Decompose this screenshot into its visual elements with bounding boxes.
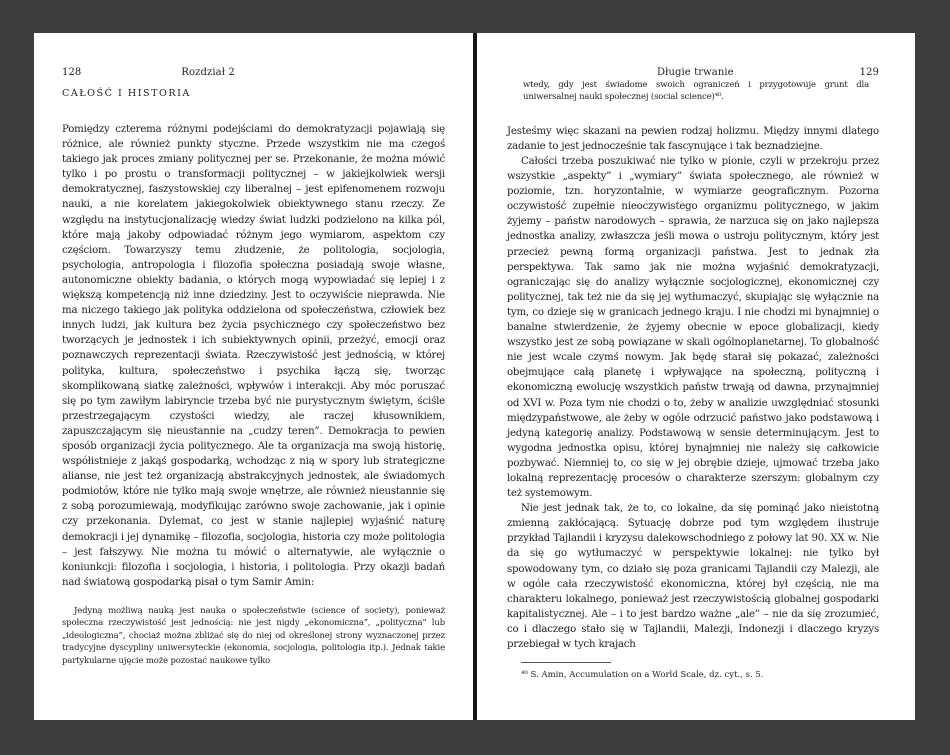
footnote-rule [521,662,611,663]
left-page [34,33,473,720]
right-paragraph-3: Nie jest jednak tak, że to, co lokalne, da się pominąć jako nieistotną zmienną zakłócającą. Sytuację dobrze pod tym względem ilustruje przykład Tajlandii i kryzysu dalekowschodniego z połowy lat 90. XX w. Nie da się go wytłumaczyć w perspektywie lokalnej: nie tylko był spowodowany tym, co działo się poza granicami Tajlandii czy Malezji, ale w ogóle cała rzeczywistość ekonomiczna, której był częścią, nie ma charakteru lokalnego, ponieważ jest rzeczywistością globalnej gospodarki kapitalistycznej. Ale – i to jest bardzo ważne „ale” – nie da się zrozumieć, co i dlaczego stało się w Tajlandii, Malezji, Indonezji i dlaczego kryzys przebiegał w tych krajach [507,503,879,650]
running-head-left [62,66,445,79]
right-paragraph-2: Całości trzeba poszukiwać nie tylko w pionie, czyli w przekroju przez wszystkie „aspekty” i „wymiary” świata społecznego, ale również w poziomie, tzn. horyzontalnie, w wymiarze geograficznym. Pozorna oczywistość zupełnie nieoczywistego organizmu politycznego, w jakim żyjemy – państw narodowych – sprawia, że narzuca się on jako najlepsza jednostka analizy, zwłaszcza jeśli mowa o ustroju politycznym, który jest przecież pewną formą organizacji państwa. Jest to jednak zła perspektywa. Tak samo jak nie można wyjaśnić demokratyzacji, ograniczając się do analizy wyłącznie socjologicznej, ekonomicznej czy politycznej, tak też nie da się jej wytłumaczyć, skupiając się wyłącznie na tym, co dzieje się w granicach jednego kraju. I nie chodzi mi bynajmniej o banalne stwierdzenie, że żyjemy obecnie w epoce globalizacji, kiedy wszystko jest ze sobą powiązane w skali ogólnoplanetarnej. To globalność nie jest wcale czymś nowym. Jak będę starał się pokazać, zależności obejmujące całą planetę i wpływające na społeczną, polityczną i ekonomiczną ewolucję wszystkich państw trwają od dawna, przynajmniej od XVI w. Poza tym nie chodzi o to, żeby w analizie uwzględniać stosunki międzypaństwowe, ale żeby w ogóle odrzucić państwo jako podstawową i jedyną kategorię analizy. Podstawową w sensie determinującym. Jest to wygodna jednostka opisu, której bynajmniej nie należy się całkowicie pozbywać. Niemniej to, co się w jej obrębie dzieje, ujmować trzeba jako lokalną reprezentację procesów o charakterze szerszym: globalnym czy też systemowym. [507,156,879,500]
chapter-title-right: Długie trwanie [657,67,734,78]
page-number-right: 129 [859,67,879,78]
right-block-quote: wtedy, gdy jest świadome swoich ograniczeń i przygotowuje grunt dla uniwersalnej nauki społecznej (social science)⁴⁰. [523,80,869,103]
right-paragraph-1: Jesteśmy więc skazani na pewien rodzaj holizmu. Między innymi dlatego zadanie to jest jednocześnie tak fascynujące i tak beznadziejne. [507,125,879,152]
section-title: CAŁOŚĆ I HISTORIA [62,88,191,99]
footnote: ⁴⁰ S. Amin, Accumulation on a World Scale, dz. cyt., s. 5. [521,670,764,681]
left-paragraph: Pomiędzy czterema różnymi podejściami do demokratyzacji pojawiają się różnice, ale również punkty styczne. Przede wszystkim nie ma czegoś takiego jak proces zmiany politycznej per se. Przekonanie, że można mówić tylko i po prostu o transformacji politycznej – w jakiejkolwiek wersji demokratycznej, faszystowskiej czy liberalnej – jest epifenomenem rozwoju nauki, a nie korelatem jakiegokolwiek obiektywnego stanu rzeczy. Ze względu na instytucjonalizację wiedzy świat ludzki podzielono na kilka pól, które mają jakoby odpowiadać różnym jego wymiarom, aspektom czy częściom. Towarzyszy temu złudzenie, że politologia, socjologia, psychologia, antropologia i filozofia społeczna posiadają swoje własne, autonomiczne obiekty badania, o których mogą wypowiadać się lepiej i z większą kompetencją niż inne dziedziny. Jest to oczywiście nieprawda. Nie ma niczego takiego jak polityka oddzielona od społeczeństwa, człowiek bez innych ludzi, jak kultura bez życia psychicznego czy społeczeństwo bez tworzących je jednostek i ich subiektywnych opinii, przeżyć, emocji oraz poznawczych reprezentacji świata. Rzeczywistość jest jednością, w której polityka, kultura, społeczeństwo i psychika łączą się, tworząc skomplikowaną siatkę zależności, wpływów i interakcji. Aby móc poruszać się po tym zawiłym labiryncie trzeba być nie purystycznym świętym, ściśle przestrzegającym czystości wiedzy, ale raczej kłusownikiem, zapuszczającym się nieustannie na „cudzy teren”. Demokracja to pewien sposób organizacji życia politycznego. Ale ta organizacja ma swoją historię, współistnieje z jakąś gospodarką, wchodząc z nią w spory lub strategiczne alianse, nie jest też organizacją abstrakcyjnych jednostek, ale świadomych podmiotów, które nie tylko mają swoje wnętrze, ale również nieustannie się z sobą porozumiewają, modyfikując zarówno swoje zachowanie, jak i opinie czy przekonania. Dylemat, co jest w stanie najlepiej wyjaśnić naturę demokracji i jej dynamikę – filozofia, socjologia, historia czy może politologia – jest fałszywy. Nie można tu mówić o alternatywie, ale wyłącznie o koniunkcji: filozofia i socjologia, i historia, i politologia. Przy okazji badań nad światową gospodarką pisał o tym Samir Amin: [62,124,445,588]
chapter-title: Rozdział 2 [181,67,235,78]
page-number-left: 128 [62,67,82,78]
running-head-right [507,66,879,79]
left-block-quote: Jedyną możliwą nauką jest nauka o społeczeństwie (science of society), ponieważ społeczna rzeczywistość jest jednością: nie jest nigdy „ekonomiczna”, „polityczna” lub „ideologiczna”, chociaż można zbliżać się do niej od określonej strony wyznaczonej przez tradycyjne dyscypliny uniwersyteckie (ekonomia, socjologia, politologia itp.). Jednak takie partykularne ujęcie może pozostać naukowe tylko [62,605,445,666]
right-body [507,124,879,652]
left-body [62,122,445,590]
right-page [477,33,915,720]
